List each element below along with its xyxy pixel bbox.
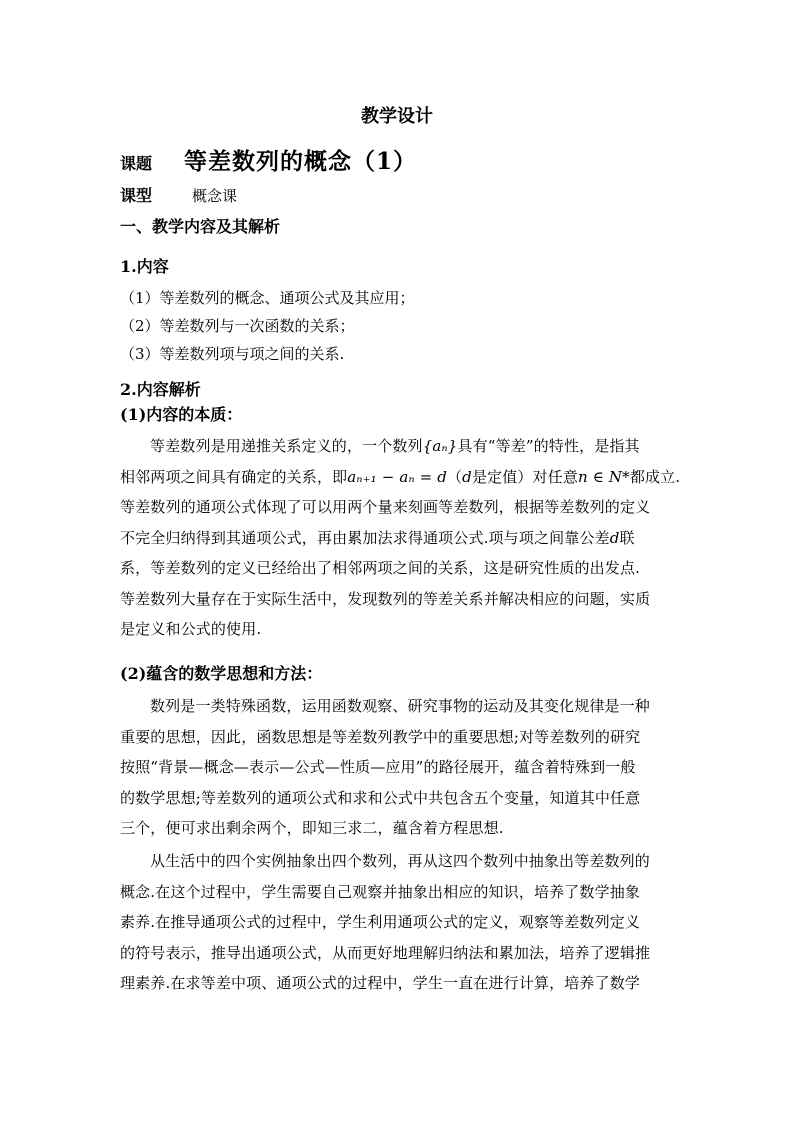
paragraph-line: 按照“背景—概念—表示—公式—性质—应用”的路径展开，蕴含着特殊到一般	[120, 758, 636, 776]
paragraph-line: 系，等差数列的定义已经给出了相邻两项之间的关系，这是研究性质的出发点.	[120, 559, 641, 577]
paragraph-line: 的符号表示，推导出通项公式，从而更好地理解归纳法和累加法，培养了逻辑推	[120, 943, 651, 962]
content-item-2: （2）等差数列与一次函数的关系；	[120, 317, 355, 335]
lesson-type-label: 课型	[120, 186, 153, 205]
lesson-type-value: 概念课	[192, 187, 238, 205]
paragraph-line: 等差数列是用递推关系定义的，一个数列{aₙ}具有“等差”的特性，是指其	[150, 437, 640, 455]
common-difference-symbol: d	[462, 467, 472, 486]
section-heading: 一、教学内容及其解析	[120, 217, 281, 236]
paragraph-line: 三个，便可求出剩余两个，即知三求二，蕴含着方程思想.	[120, 819, 504, 837]
document-title: 教学设计	[361, 106, 433, 127]
nature-heading: (1)内容的本质：	[120, 405, 243, 424]
paragraph-line: 是定义和公式的使用.	[120, 620, 262, 638]
paragraph-line: 理素养.在求等差中项、通项公式的过程中，学生一直在进行计算，培养了数学	[120, 974, 641, 992]
content-item-1: （1）等差数列的概念、通项公式及其应用；	[120, 289, 415, 307]
paragraph-line: 数列是一类特殊函数，运用函数观察、研究事物的运动及其变化规律是一种	[150, 697, 650, 715]
subsection-heading-content: 1.内容	[120, 257, 169, 276]
paragraph-line: 等差数列大量存在于实际生活中，发现数列的等差关系并解决相应的问题，实质	[120, 589, 651, 608]
lesson-type-row	[120, 185, 237, 207]
paragraph-line: 相邻两项之间具有确定的关系，即aₙ₊₁ − aₙ = d（d是定值）对任意n ∈ N*都成立.	[120, 467, 681, 486]
recurrence-formula: aₙ₊₁ − aₙ = d	[347, 467, 448, 486]
subsection-heading-analysis: 2.内容解析	[120, 380, 201, 399]
paragraph-line: 素养.在推导通项公式的过程中，学生利用通项公式的定义，观察等差数列定义	[120, 913, 641, 931]
thought-heading: (2)蕴含的数学思想和方法：	[120, 664, 323, 683]
content-item-3: （3）等差数列项与项之间的关系.	[120, 345, 345, 363]
topic-row	[120, 148, 417, 178]
natural-number-condition: n ∈ N*	[578, 467, 630, 486]
paragraph-line: 概念.在这个过程中，学生需要自己观察并抽象出相应的知识，培养了数学抽象	[120, 882, 641, 901]
paragraph-line: 等差数列的通项公式体现了可以用两个量来刻画等差数列，根据等差数列的定义	[120, 498, 651, 516]
paragraph-line: 从生活中的四个实例抽象出四个数列，再从这四个数列中抽象出等差数列的	[150, 852, 650, 870]
paragraph-line: 不完全归纳得到其通项公式，再由累加法求得通项公式.项与项之间靠公差d联	[120, 528, 635, 547]
topic-label: 课题	[120, 154, 153, 173]
sequence-notation: {aₙ}	[422, 437, 458, 455]
thought-paragraph-2	[120, 846, 680, 999]
paragraph-line: 重要的思想，因此，函数思想是等差数列教学中的重要思想;对等差数列的研究	[120, 727, 641, 746]
paragraph-line: 的数学思想;等差数列的通项公式和求和公式中共包含五个变量，知道其中任意	[120, 788, 641, 807]
thought-paragraph-1	[120, 691, 680, 844]
topic-title: 等差数列的概念（1）	[184, 148, 418, 175]
nature-paragraph	[120, 431, 680, 645]
